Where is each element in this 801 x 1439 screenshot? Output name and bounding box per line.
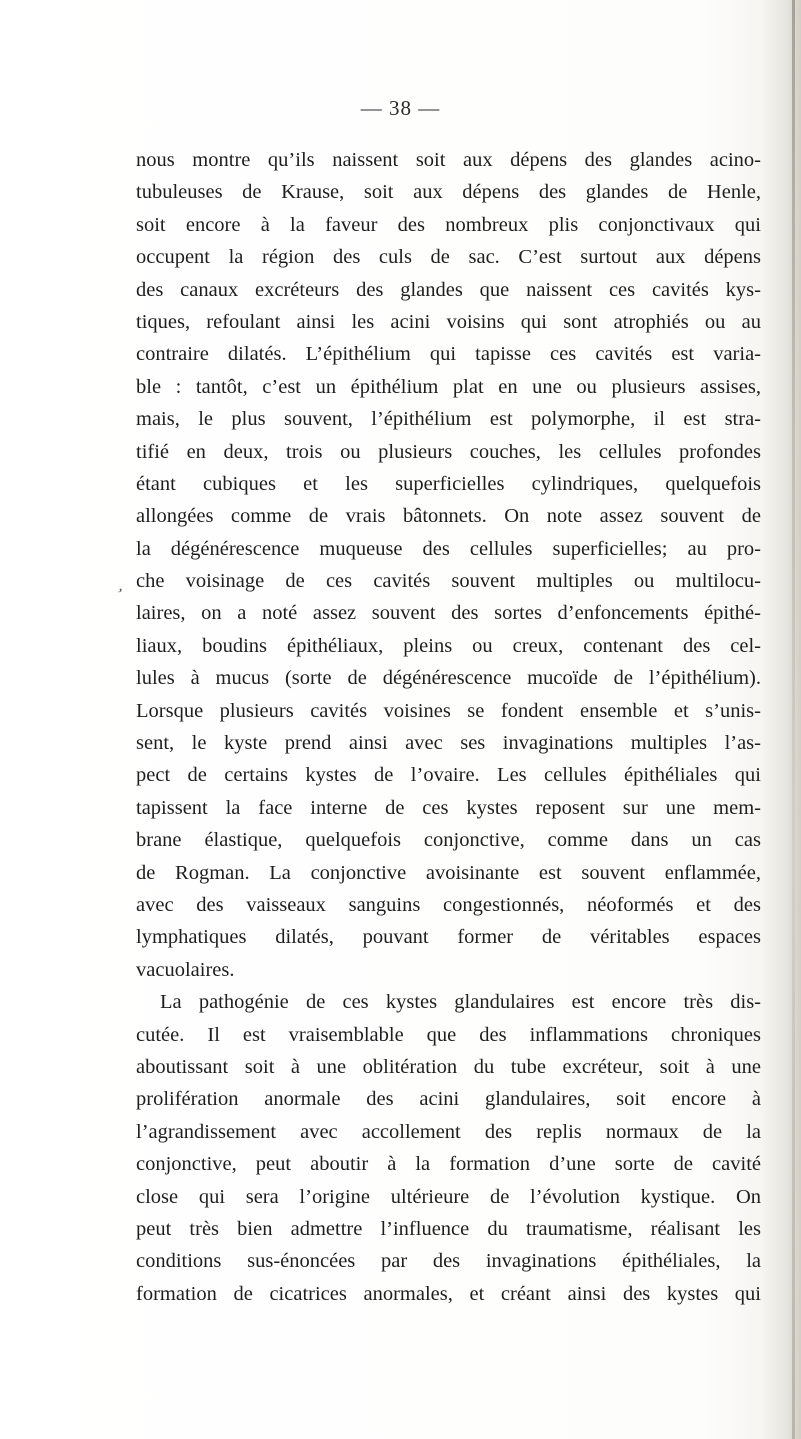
text-line: soit encore à la faveur des nombreux plis conjonctivaux qui: [136, 213, 761, 236]
text-line: peut très bien admettre l’influence du traumatisme, réalisant les: [136, 1217, 761, 1240]
text-line: formation de cicatrices anormales, et créant ainsi des kystes qui: [136, 1282, 761, 1305]
text-line: l’agrandissement avec accollement des replis normaux de la: [136, 1120, 761, 1143]
text-line: ble : tantôt, c’est un épithélium plat en une ou plusieurs assises,: [136, 375, 761, 398]
text-line: pect de certains kystes de l’ovaire. Les cellules épithéliales qui: [136, 764, 761, 787]
text-line: lymphatiques dilatés, pouvant former de véritables espaces: [136, 926, 761, 949]
text-line: Lorsque plusieurs cavités voisines se fondent ensemble et s’unis-: [136, 699, 761, 722]
text-line: La pathogénie de ces kystes glandulaires est encore très dis-: [160, 991, 761, 1014]
paragraph-container: [136, 144, 761, 1310]
text-line: prolifération anormale des acini glandulaires, soit encore à: [136, 1088, 761, 1111]
paragraph-p2: [136, 986, 761, 1310]
page-number: — 38 —: [360, 96, 441, 120]
text-line: contraire dilatés. L’épithélium qui tapisse ces cavités est varia-: [136, 343, 761, 366]
margin-mark: ’: [113, 585, 125, 604]
page-binding-edge: [792, 0, 795, 1439]
text-line: tubuleuses de Krause, soit aux dépens des glandes de Henle,: [136, 181, 761, 204]
text-line: sent, le kyste prend ainsi avec ses invaginations multiples l’as-: [136, 732, 761, 755]
page-edge-shadow: [763, 0, 801, 1439]
text-line: de Rogman. La conjonctive avoisinante est souvent enflammée,: [136, 861, 761, 884]
text-line: aboutissant soit à une oblitération du tube excréteur, soit à une: [136, 1055, 761, 1078]
text-line: tifié en deux, trois ou plusieurs couches, les cellules profondes: [136, 440, 761, 463]
body-text: [136, 144, 761, 1310]
text-line: close qui sera l’origine ultérieure de l’évolution kystique. On: [136, 1185, 761, 1208]
text-line: che voisinage de ces cavités souvent multiples ou multilocu-: [136, 570, 761, 593]
text-line: la dégénérescence muqueuse des cellules superficielles; au pro-: [136, 537, 761, 560]
text-line: avec des vaisseaux sanguins congestionnés, néoformés et des: [136, 893, 761, 916]
text-line: conjonctive, peut aboutir à la formation d’une sorte de cavité: [136, 1153, 761, 1176]
text-line: étant cubiques et les superficielles cylindriques, quelquefois: [136, 472, 761, 495]
text-line: tapissent la face interne de ces kystes reposent sur une mem-: [136, 796, 761, 819]
text-line: laires, on a noté assez souvent des sortes d’enfoncements épithé-: [136, 602, 761, 625]
text-line: lules à mucus (sorte de dégénérescence mucoïde de l’épithélium).: [136, 667, 761, 690]
text-line: occupent la région des culs de sac. C’est surtout aux dépens: [136, 246, 761, 269]
text-line: cutée. Il est vraisemblable que des inflammations chroniques: [136, 1023, 761, 1046]
text-line: des canaux excréteurs des glandes que naissent ces cavités kys-: [136, 278, 761, 301]
text-line: allongées comme de vrais bâtonnets. On note assez souvent de: [136, 505, 761, 528]
text-line: conditions sus-énoncées par des invaginations épithéliales, la: [136, 1250, 761, 1273]
paragraph-p1: [136, 144, 761, 986]
text-line: nous montre qu’ils naissent soit aux dépens des glandes acino-: [136, 149, 761, 171]
text-line: vacuolaires.: [136, 958, 235, 981]
text-line: tiques, refoulant ainsi les acini voisins qui sont atrophiés ou au: [136, 310, 761, 333]
text-line: liaux, boudins épithéliaux, pleins ou creux, contenant des cel-: [136, 634, 761, 657]
text-line: mais, le plus souvent, l’épithélium est polymorphe, il est stra-: [136, 408, 761, 431]
text-line: brane élastique, quelquefois conjonctive, comme dans un cas: [136, 829, 761, 852]
